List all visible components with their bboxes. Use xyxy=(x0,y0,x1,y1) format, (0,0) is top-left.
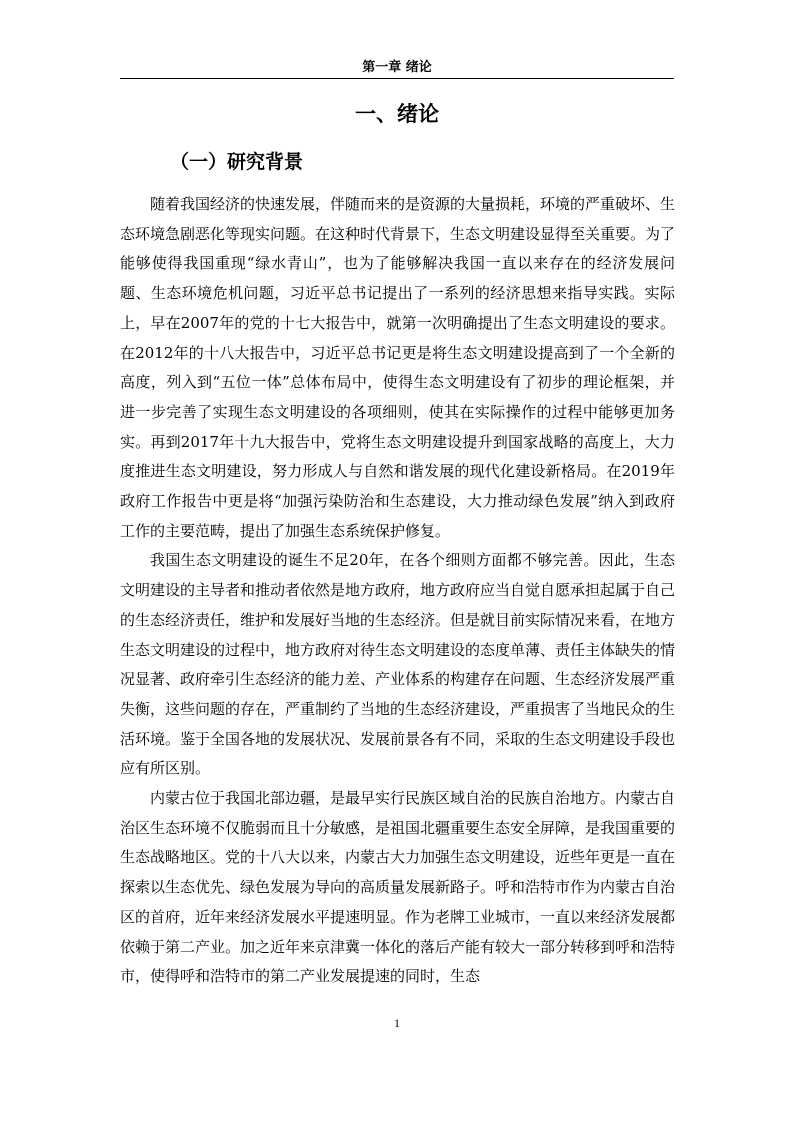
body-text xyxy=(120,190,675,992)
running-header: 第一章 绪论 xyxy=(362,60,432,75)
paragraph-background: 随着我国经济的快速发展，伴随而来的是资源的大量损耗，环境的严重破坏、生态环境急剧恶化等现实问题。在这种时代背景下，生态文明建设显得至关重要。为了能够使得我国重现“绿水青山”，也为了能够解决我国一直以来存在的经济发展问题、生态环境危机问题，习近平总书记提出了一系列的经济思想来指导实践。实际上，早在2007年的党的十七大报告中，就第一次明确提出了生态文明建设的要求。在2012年的十八大报告中，习近平总书记更是将生态文明建设提高到了一个全新的高度，列入到“五位一体”总体布局中，使得生态文明建设有了初步的理论框架，并进一步完善了实现生态文明建设的各项细则，使其在实际操作的过程中能够更加务实。再到2017年十九大报告中，党将生态文明建设提升到国家战略的高度上，大力度推进生态文明建设，努力形成人与自然和谐发展的现代化建设新格局。在2019年政府工作报告中更是将“加强污染防治和生态建设，大力推动绿色发展”纳入到政府工作的主要范畴，提出了加强生态系统保护修复。 xyxy=(120,195,676,540)
section-title: （一）研究背景 xyxy=(170,151,304,173)
chapter-title: 一、绪论 xyxy=(355,102,439,126)
paragraph-inner-mongolia: 内蒙古位于我国北部边疆，是最早实行民族区域自治的民族自治地方。内蒙古自治区生态环境不仅脆弱而且十分敏感，是祖国北疆重要生态安全屏障，是我国重要的生态战略地区。党的十八大以来，内蒙古大力加强生态文明建设，近些年更是一直在探索以生态优先、绿色发展为导向的高质量发展新路子。呼和浩特市作为内蒙古自治区的首府，近年来经济发展水平提速明显。作为老牌工业城市，一直以来经济发展都依赖于第二产业。加之近年来京津冀一体化的落后产能有较大一部分转移到呼和浩特市，使得呼和浩特市的第二产业发展提速的同时，生态 xyxy=(120,789,676,986)
paragraph-local-government: 我国生态文明建设的诞生不足20年，在各个细则方面都不够完善。因此，生态文明建设的主导者和推动者依然是地方政府，地方政府应当自觉自愿承担起属于自己的生态经济责任，维护和发展好当地的生态经济。但是就目前实际情况来看，在地方生态文明建设的过程中，地方政府对待生态文明建设的态度单薄、责任主体缺失的情况显著、政府牵引生态经济的能力差、产业体系的构建存在问题、生态经济发展严重失衡，这些问题的存在，严重制约了当地的生态经济建设，严重损害了当地民众的生活环境。鉴于全国各地的发展状况、发展前景各有不同，采取的生态文明建设手段也应有所区别。 xyxy=(120,551,676,778)
header-rule xyxy=(120,78,674,79)
page-number: 1 xyxy=(394,1016,400,1030)
